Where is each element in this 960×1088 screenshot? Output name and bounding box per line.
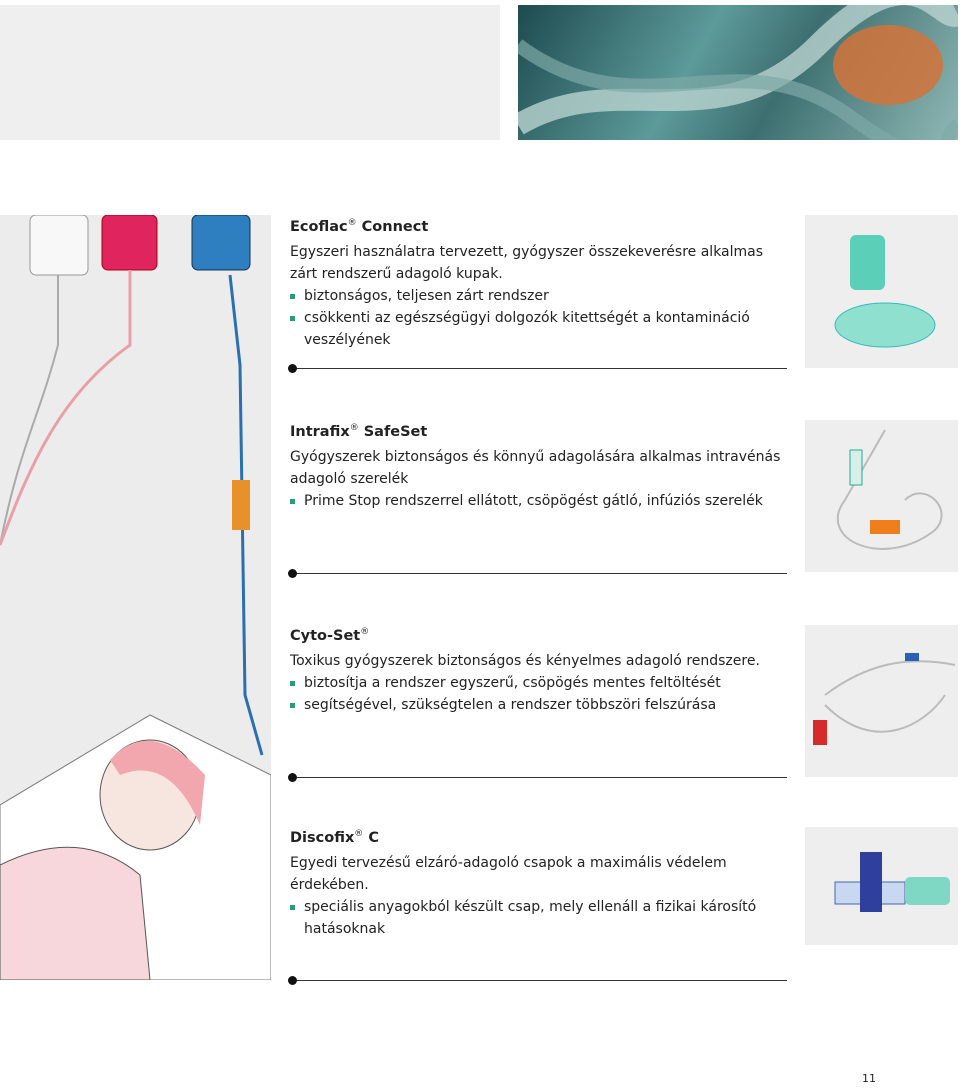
section-cyto-set	[290, 623, 790, 716]
product-title: Ecoflac® Connect	[290, 218, 429, 235]
feature-item: csökkenti az egészségügyi dolgozók kitettségét a kontamináció veszélyének	[290, 307, 790, 351]
feature-list	[290, 285, 790, 351]
section-divider	[290, 777, 787, 778]
discofix-c-image	[805, 827, 958, 945]
grey-placeholder-box	[0, 5, 500, 140]
product-description: Toxikus gyógyszerek biztonságos és kényelmes adagoló rendszere.	[290, 652, 760, 669]
product-description: Egyszeri használatra tervezett, gyógyszer összekeverésre alkalmas zárt rendszerű adagoló kupak.	[290, 243, 764, 282]
dna-illustration	[518, 5, 958, 140]
cyto-set-image	[805, 625, 958, 777]
intrafix-safeset-image	[805, 420, 958, 572]
feature-item: Prime Stop rendszerrel ellátott, csöpögést gátló, infúziós szerelék	[290, 490, 790, 512]
section-discofix-c	[290, 825, 790, 940]
section-intrafix-safeset	[290, 419, 790, 512]
dna-hero-image	[518, 5, 958, 140]
product-title: Discofix® C	[290, 829, 379, 846]
feature-list	[290, 896, 790, 940]
section-divider	[290, 368, 787, 369]
ecoflac-connect-image	[805, 215, 958, 368]
feature-item: biztosítja a rendszer egyszerű, csöpögés mentes feltöltését	[290, 672, 790, 694]
product-title: Intrafix® SafeSet	[290, 423, 428, 440]
section-ecoflac-connect	[290, 214, 790, 351]
product-description: Gyógyszerek biztonságos és könnyű adagolására alkalmas intravénás adagoló szerelék	[290, 448, 781, 487]
feature-item: biztonságos, teljesen zárt rendszer	[290, 285, 790, 307]
feature-item: segítségével, szükségtelen a rendszer többszöri felszúrása	[290, 694, 790, 716]
feature-item: speciális anyagokból készült csap, mely ellenáll a fizikai károsító hatásoknak	[290, 896, 790, 940]
section-divider	[290, 980, 787, 981]
section-divider	[290, 573, 787, 574]
page-number: 11	[862, 1072, 876, 1085]
feature-list	[290, 490, 790, 512]
iv-bags-drawing	[0, 215, 271, 980]
product-description: Egyedi tervezésű elzáró-adagoló csapok a maximális védelem érdekében.	[290, 854, 727, 893]
infusion-patient-illustration	[0, 215, 271, 980]
product-title: Cyto-Set®	[290, 627, 370, 644]
feature-list	[290, 672, 790, 716]
